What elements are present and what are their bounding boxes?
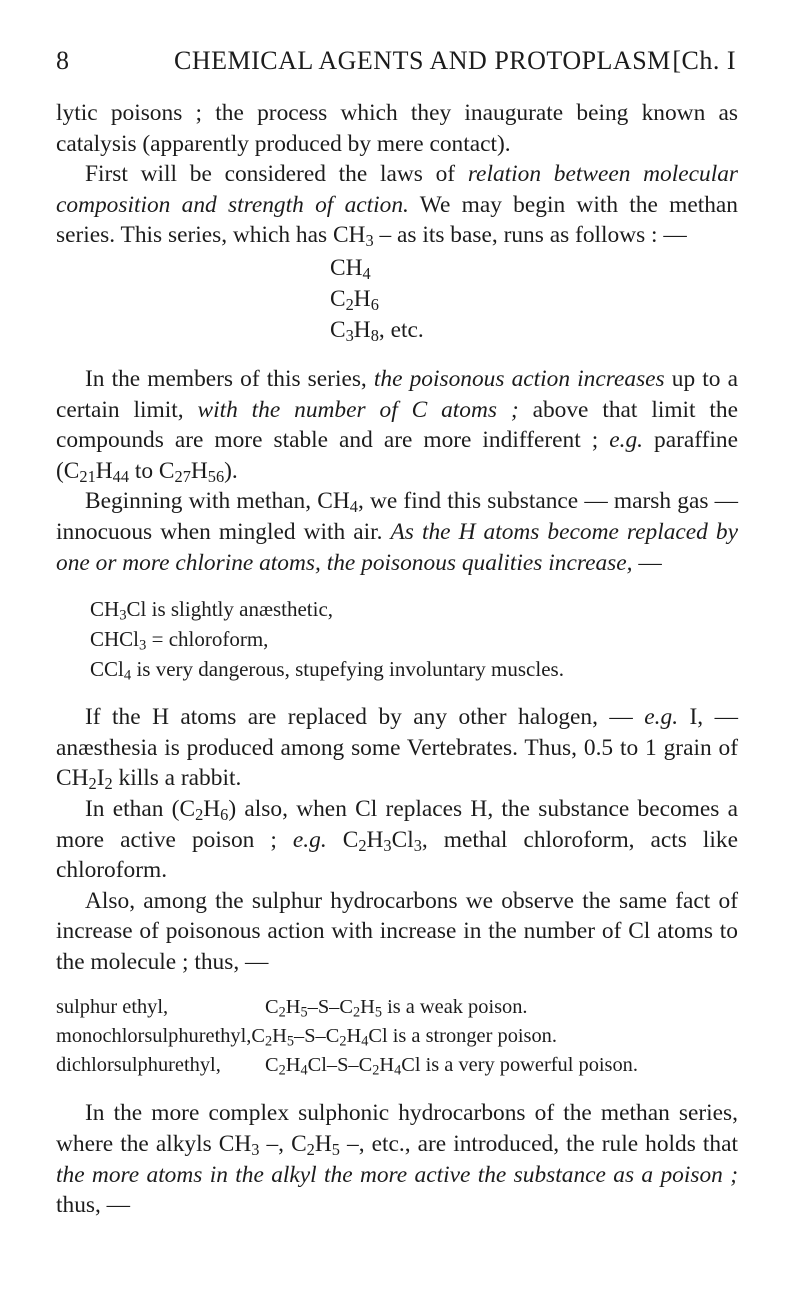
paragraph-laws: First will be considered the laws of relation between molecular composition and strength of action. We may begin with the methan series. This series, which has $CH_3$ – as its base, runs as follows : —: [56, 161, 738, 251]
methan-series-formulas: [56, 253, 738, 346]
list-item: $CH_3Cl$ is slightly anæsthetic,: [90, 597, 334, 624]
paragraph-series-members: In the members of this series, the poisonous action increases up to a certain limit, with the number of C atoms ; above that limit the compounds are more stable and are more indifferent ; e.g. paraffine ($C_{21}H_{44}$ to $C_{27}H_{56}$).: [56, 365, 738, 486]
page-number: 8: [56, 46, 70, 75]
paragraph-sulphur: Also, among the sulphur hydrocarbons we observe the same fact of increase of poisonous action with increase in the number of Cl atoms to the molecule ; thus, —: [56, 887, 738, 975]
page-body: [56, 98, 738, 1221]
list-item: dichlorsulphurethyl, $C_2H_4Cl-S-C_2H_4Cl$ is a very powerful poison.: [56, 1054, 638, 1080]
list-item: monochlorsulphurethyl, $C_2H_5-S-C_2H_4Cl$ is a stronger poison.: [56, 1025, 557, 1051]
formula-ethane: $C_2H_6$: [330, 285, 379, 315]
list-item: sulphur ethyl, $C_2H_5-S-C_2H_5$ is a weak poison.: [56, 996, 528, 1022]
list-item: CCl$_4$ is very dangerous, stupefying involuntary muscles.: [90, 657, 564, 684]
list-item: CHCl$_3$ = chloroform,: [90, 627, 269, 654]
chlorine-compound-list: [56, 594, 738, 684]
paragraph-halogen: If the H atoms are replaced by any other halogen, — e.g. I, — anæsthesia is produced among some Vertebrates. Thus, 0.5 to 1 grain of $CH_2I_2$ kills a rabbit.: [56, 704, 738, 794]
sulphur-compound-list: [56, 993, 738, 1080]
paragraph-sulphonic: In the more complex sulphonic hydrocarbons of the methan series, where the alkyls $CH_3$ –, $C_2H_5$ –, etc., are introduced, the rule holds that the more atoms in the alkyl the more active the substance as a poison ; thus, —: [56, 1100, 738, 1219]
running-title: CHEMICAL AGENTS AND PROTOPLASM: [174, 46, 671, 75]
formula-methane: $CH_4$: [330, 254, 371, 284]
paragraph-ethan: In ethan $(C_2H_6)$ also, when Cl replaces H, the substance becomes a more active poison ; e.g. $C_2H_3Cl_3$, methal chloroform, acts like chloroform.: [56, 795, 739, 884]
chapter-marker: [Ch. I: [672, 46, 736, 75]
formula-propane: $C_3H_8$, etc.: [330, 316, 424, 346]
paragraph-catalysis: lytic poisons ; the process which they inaugurate being known as catalysis (apparently produced by mere contact).: [56, 100, 738, 157]
paragraph-methan-chlorine: Beginning with methan, $CH_4$, we find this substance — marsh gas — innocuous when mingled with air. As the H atoms become replaced by one or more chlorine atoms, the poisonous qualities increase, —: [56, 488, 739, 576]
